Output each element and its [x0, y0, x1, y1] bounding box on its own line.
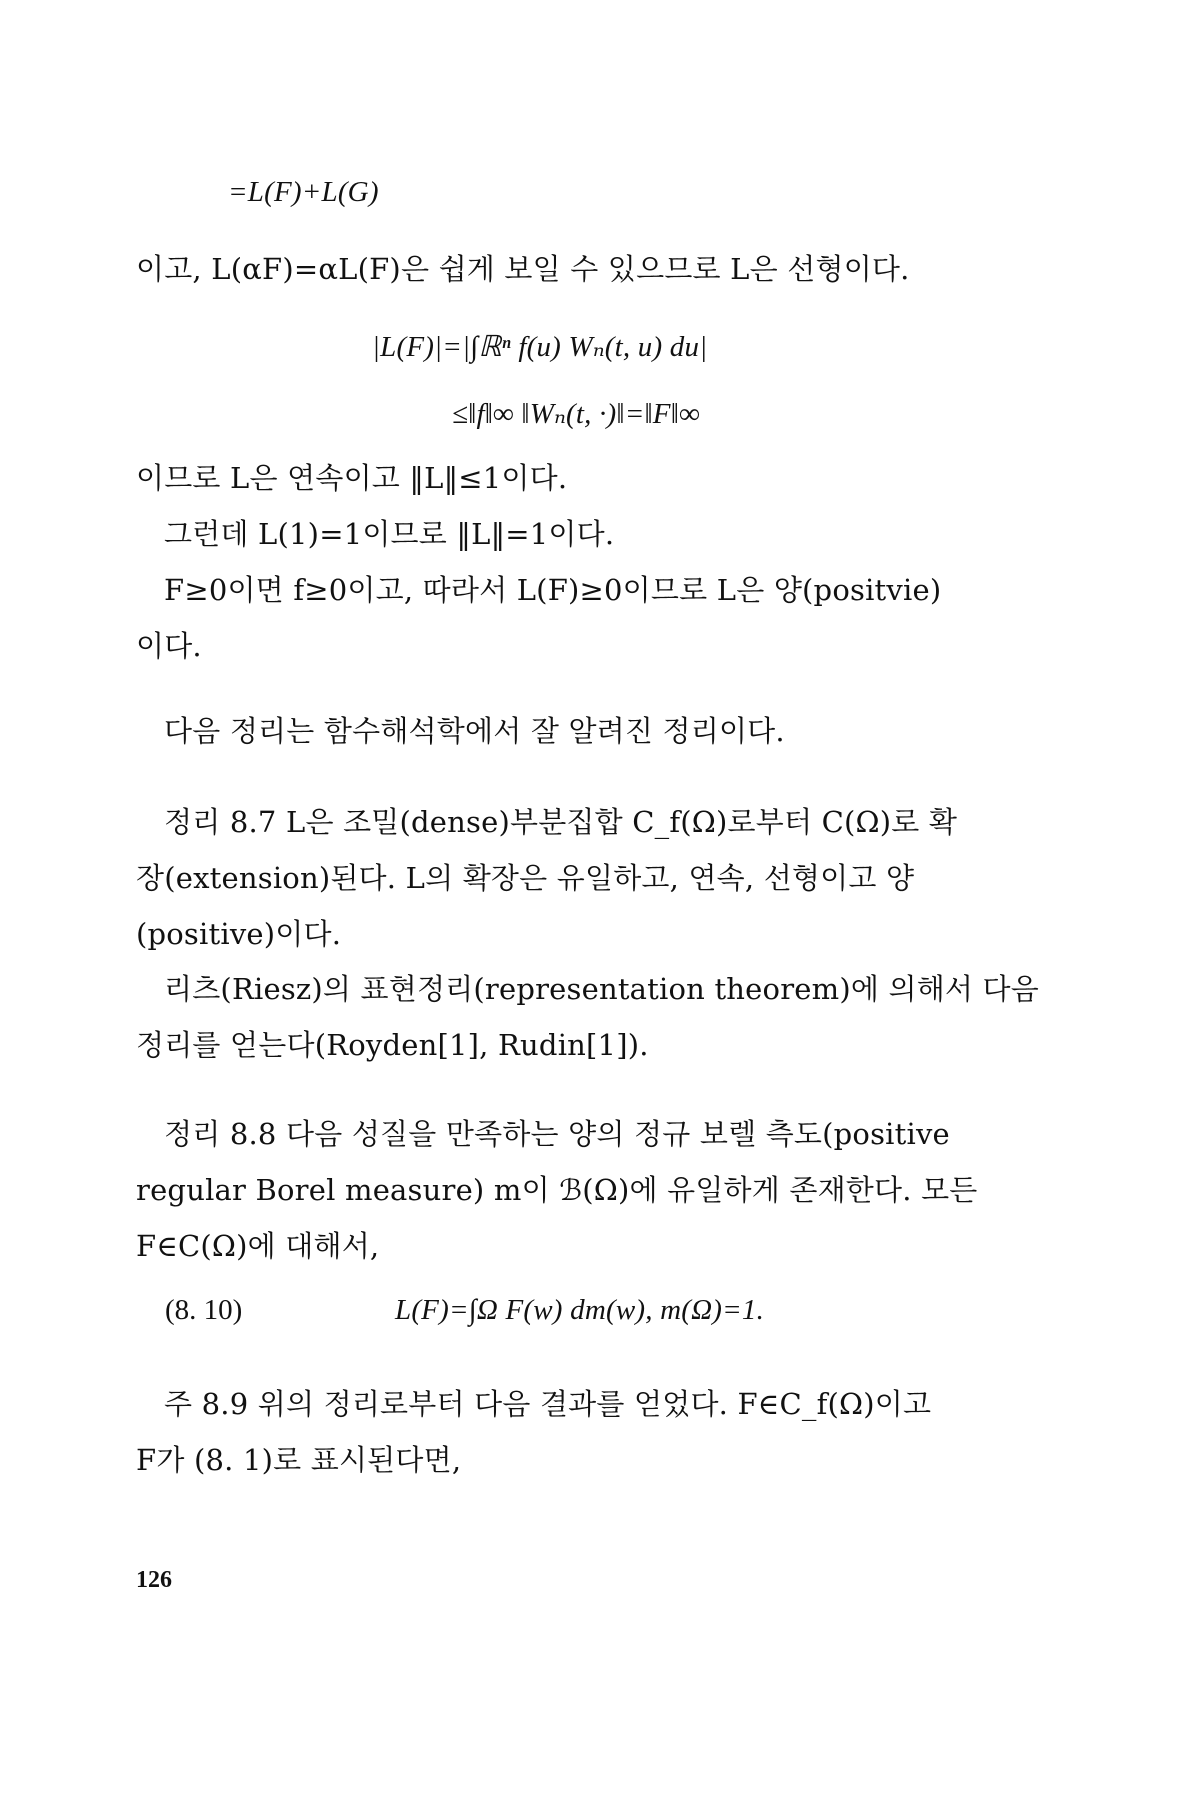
- equation-abs-integral: |L(F)|=|∫ℝⁿ f(u) Wₙ(t, u) du|: [372, 331, 708, 363]
- theorem-8-8-line3: F∈C(Ω)에 대해서,: [136, 1229, 380, 1263]
- equation-number: (8. 10): [165, 1294, 243, 1326]
- page-number: 126: [136, 1567, 172, 1593]
- text-intro-theorem: 다음 정리는 함수해석학에서 잘 알려진 정리이다.: [164, 714, 785, 748]
- remark-8-9-line2: F가 (8. 1)로 표시된다면,: [136, 1443, 462, 1477]
- equation-8-10: L(F)=∫Ω F(w) dm(w), m(Ω)=1.: [395, 1294, 765, 1326]
- text-continuity: 이므로 L은 연속이고 ‖L‖≤1이다.: [136, 461, 568, 495]
- theorem-8-7-line3: (positive)이다.: [136, 917, 342, 951]
- remark-8-9-line1: 주 8.9 위의 정리로부터 다음 결과를 얻었다. F∈C_f(Ω)이고: [164, 1387, 932, 1421]
- equation-norm-bound: ≤‖f‖∞ ‖Wₙ(t, ·)‖=‖F‖∞: [452, 398, 700, 430]
- equation-sum: =L(F)+L(G): [228, 176, 379, 208]
- text-positive: F≥0이면 f≥0이고, 따라서 L(F)≥0이므로 L은 양(positvie): [164, 573, 942, 607]
- text-positive-end: 이다.: [136, 629, 202, 663]
- text-norm-one: 그런데 L(1)=1이므로 ‖L‖=1이다.: [164, 517, 615, 551]
- text-riesz: 리츠(Riesz)의 표현정리(representation theorem)에 의해서 다음: [164, 972, 1039, 1006]
- theorem-8-8-line2: regular Borel measure) m이 ℬ(Ω)에 유일하게 존재한다. 모든: [136, 1173, 978, 1207]
- text-linearity: 이고, L(αF)=αL(F)은 쉽게 보일 수 있으므로 L은 선형이다.: [136, 252, 910, 286]
- text-riesz-cont: 정리를 얻는다(Royden[1], Rudin[1]).: [136, 1028, 649, 1062]
- theorem-8-7-line1: 정리 8.7 L은 조밀(dense)부분집합 C_f(Ω)로부터 C(Ω)로 확: [164, 805, 958, 839]
- theorem-8-7-line2: 장(extension)된다. L의 확장은 유일하고, 연속, 선형이고 양: [136, 861, 915, 895]
- theorem-8-8-line1: 정리 8.8 다음 성질을 만족하는 양의 정규 보렐 측도(positive: [164, 1117, 950, 1151]
